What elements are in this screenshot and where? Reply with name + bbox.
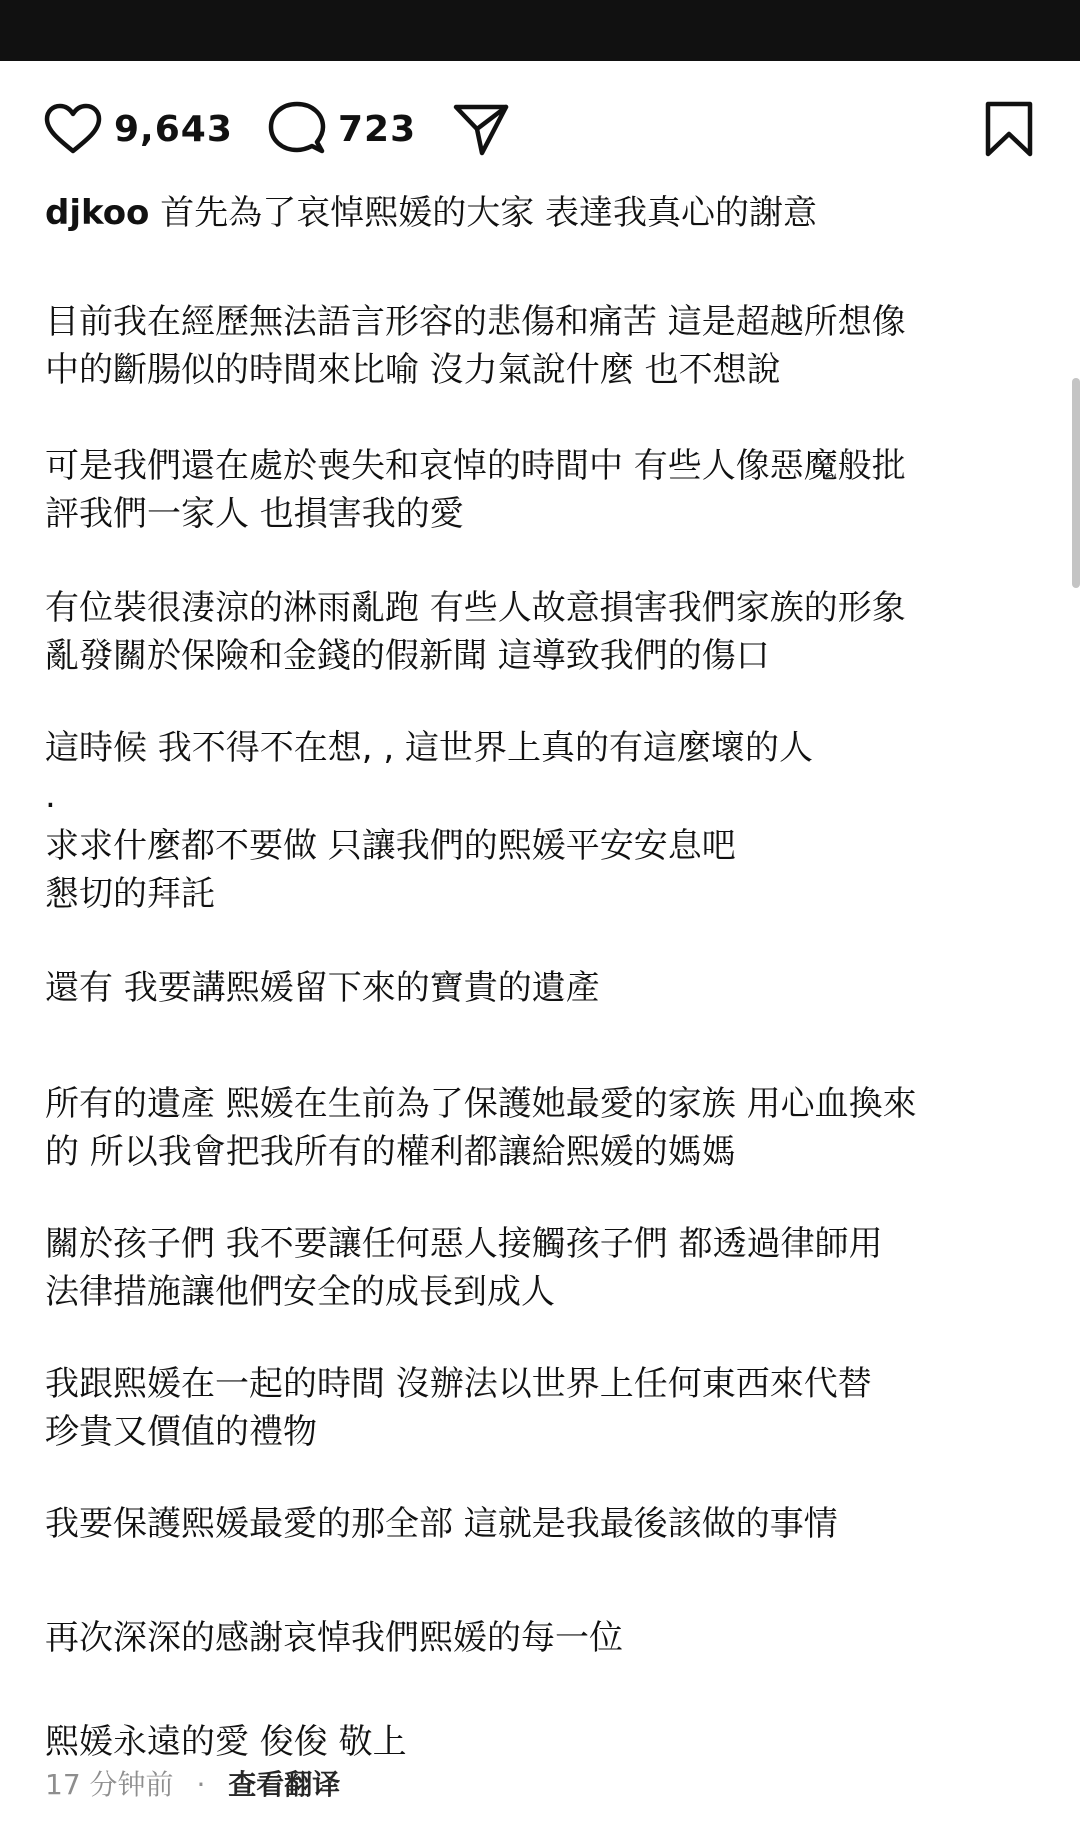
- paper-plane-icon[interactable]: [452, 101, 510, 157]
- caption-line: 再次深深的感謝哀悼我們熙媛的每一位: [45, 1618, 623, 1658]
- caption-first-line-text: 首先為了哀悼熙媛的大家 表達我真心的謝意: [160, 193, 818, 233]
- caption-line: 還有 我要講熙媛留下來的寶貴的遺產: [45, 968, 600, 1008]
- caption-paragraph: [45, 1614, 623, 1662]
- caption-paragraph: [45, 1220, 883, 1316]
- heart-icon[interactable]: [44, 103, 102, 155]
- status-bar: [0, 0, 1080, 61]
- caption-line: 我要保護熙媛最愛的那全部 這就是我最後該做的事情: [45, 1504, 838, 1544]
- comment-action: [268, 99, 416, 159]
- caption-paragraph: [45, 1080, 917, 1176]
- caption-line: 有位裝很淒涼的淋雨亂跑 有些人故意損害我們家族的形象: [45, 588, 906, 628]
- caption-paragraph: [45, 964, 600, 1012]
- caption-line: 中的斷腸似的時間來比喻 沒力氣說什麼 也不想說: [45, 350, 781, 390]
- like-action: [44, 99, 233, 159]
- caption-paragraph: [45, 772, 56, 820]
- caption-first-line: [45, 188, 1045, 238]
- like-count[interactable]: 9,643: [114, 108, 233, 150]
- caption-line: 熙媛永遠的愛 俊俊 敬上: [45, 1722, 407, 1762]
- post-timestamp: 17 分钟前: [45, 1768, 174, 1801]
- caption-line: 亂發關於保險和金錢的假新聞 這導致我們的傷口: [45, 636, 770, 676]
- caption-line: 的 所以我會把我所有的權利都讓給熙媛的媽媽: [45, 1132, 736, 1172]
- caption-paragraph: [45, 1718, 407, 1766]
- caption-line: 可是我們還在處於喪失和哀悼的時間中 有些人像惡魔般批: [45, 446, 906, 486]
- caption-line: 這時候 我不得不在想, , 這世界上真的有這麼壞的人: [45, 728, 814, 768]
- post-action-row: [0, 61, 1080, 199]
- post-caption: [45, 188, 1045, 1762]
- caption-line: 評我們一家人 也損害我的愛: [45, 494, 464, 534]
- caption-line: 我跟熙媛在一起的時間 沒辦法以世界上任何東西來代替: [45, 1364, 872, 1404]
- caption-line: 關於孩子們 我不要讓任何惡人接觸孩子們 都透過律師用: [45, 1224, 883, 1264]
- save-action[interactable]: [984, 99, 1034, 159]
- bookmark-icon[interactable]: [984, 100, 1034, 158]
- caption-paragraph: [45, 822, 736, 918]
- caption-line: 懇切的拜託: [45, 874, 215, 914]
- see-translation-link[interactable]: 查看翻译: [228, 1768, 341, 1801]
- caption-paragraph: [45, 584, 906, 680]
- username-link[interactable]: djkoo: [45, 193, 150, 233]
- caption-paragraph: [45, 1360, 872, 1456]
- comment-bubble-icon[interactable]: [268, 101, 326, 157]
- caption-paragraph: [45, 298, 906, 394]
- caption-line: 求求什麼都不要做 只讓我們的熙媛平安安息吧: [45, 826, 736, 866]
- caption-line: 法律措施讓他們安全的成長到成人: [45, 1272, 555, 1312]
- scrollbar[interactable]: [1072, 378, 1080, 588]
- caption-line: 所有的遺產 熙媛在生前為了保護她最愛的家族 用心血換來: [45, 1084, 917, 1124]
- caption-paragraph: [45, 442, 906, 538]
- caption-paragraph: [45, 724, 813, 772]
- caption-paragraph: [45, 1500, 838, 1548]
- caption-line: 目前我在經歷無法語言形容的悲傷和痛苦 這是超越所想像: [45, 302, 906, 342]
- share-action[interactable]: [452, 99, 510, 159]
- caption-line: 珍貴又價值的禮物: [45, 1412, 317, 1452]
- comment-count[interactable]: 723: [338, 108, 417, 150]
- caption-line: .: [45, 776, 56, 816]
- post-meta: [45, 1765, 340, 1805]
- meta-separator: ·: [196, 1768, 206, 1801]
